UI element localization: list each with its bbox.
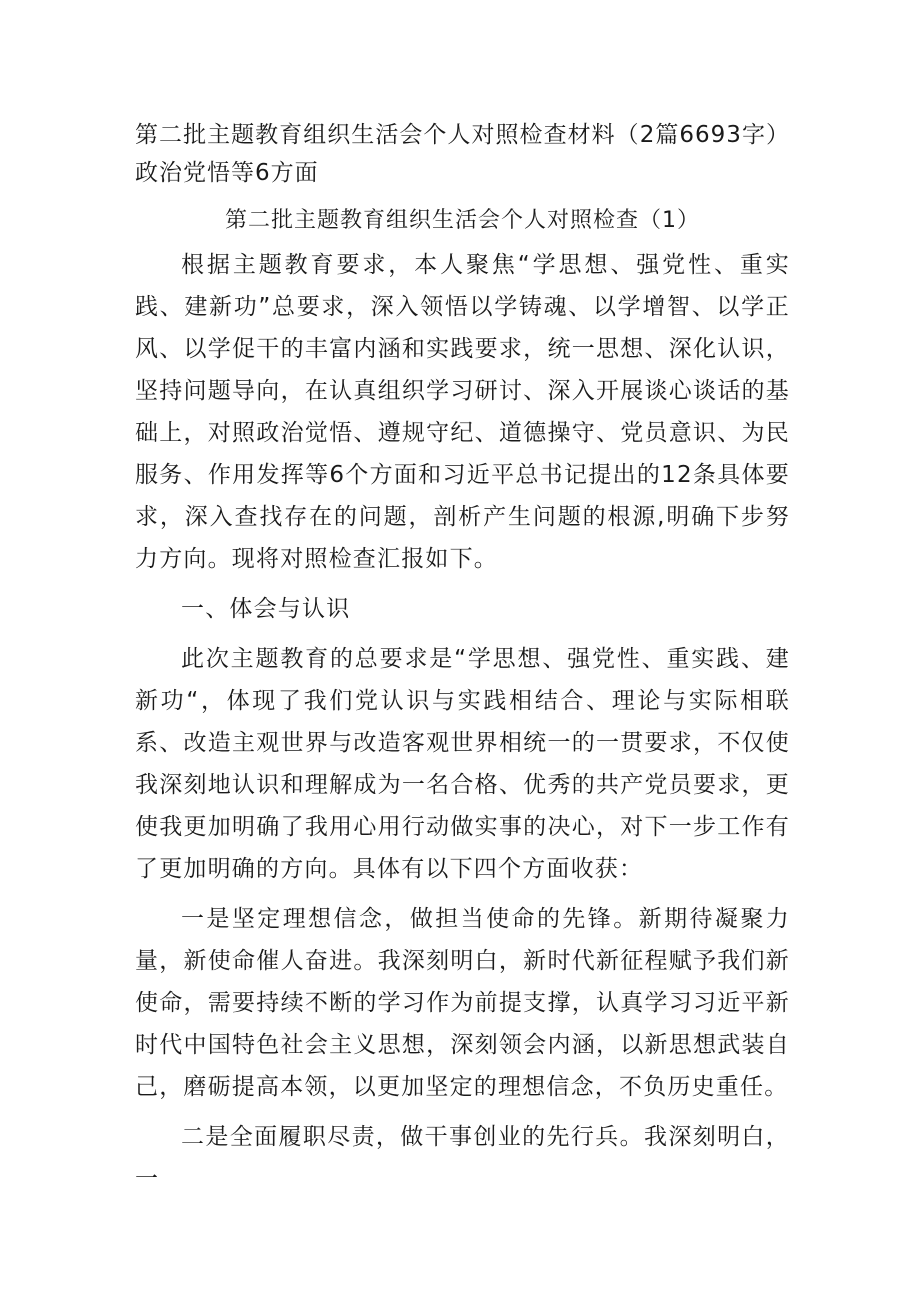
intro-paragraph: 根据主题教育要求，本人聚焦“学思想、强党性、重实践、建新功”总要求，深入领悟以学铸魂、以学增智、以学正风、以学促干的丰富内涵和实践要求，统一思想、深化认识，坚持问题导向，在认真组织学习研讨、深入开展谈心谈话的基础上，对照政治觉悟、遵规守纪、道德操守、党员意识、为民服务、作用发挥等6个方面和习近平总书记提出的12条具体要求，深入查找存在的问题，剖析产生问题的根源,明确下步努力方向。现将对照检查汇报如下。 bbox=[135, 252, 790, 572]
document-body bbox=[135, 116, 790, 1200]
section-subtitle: 第二批主题教育组织生活会个人对照检查（1） bbox=[225, 208, 700, 233]
point-paragraph-1: 一是坚定理想信念，做担当使命的先锋。新期待凝聚力量，新使命催人奋进。我深刻明白，新时代新征程赋予我们新使命，需要持续不断的学习作为前提支撑，认真学习习近平新时代中国特色社会主义思想，深刻领会内涵，以新思想武装自己，磨砺提高本领，以更加坚定的理想信念，不负历史重任。 bbox=[135, 906, 790, 1100]
section-paragraph: 此次主题教育的总要求是“学思想、强党性、重实践、建新功“，体现了我们党认识与实践相结合、理论与实际相联系、改造主观世界与改造客观世界相统一的一贯要求，不仅使我深刻地认识和理解成为一名合格、优秀的共产党员要求，更使我更加明确了我用心用行动做实事的决心，对下一步工作有了更加明确的方向。具体有以下四个方面收获： bbox=[135, 646, 790, 882]
section-heading: 一、体会与认识 bbox=[181, 596, 351, 622]
document-title: 第二批主题教育组织生活会个人对照检查材料（2篇6693字）政治党悟等6方面 bbox=[135, 122, 790, 186]
point-paragraph-2: 二是全面履职尽责，做干事创业的先行兵。我深刻明白，一 bbox=[135, 1124, 790, 1192]
